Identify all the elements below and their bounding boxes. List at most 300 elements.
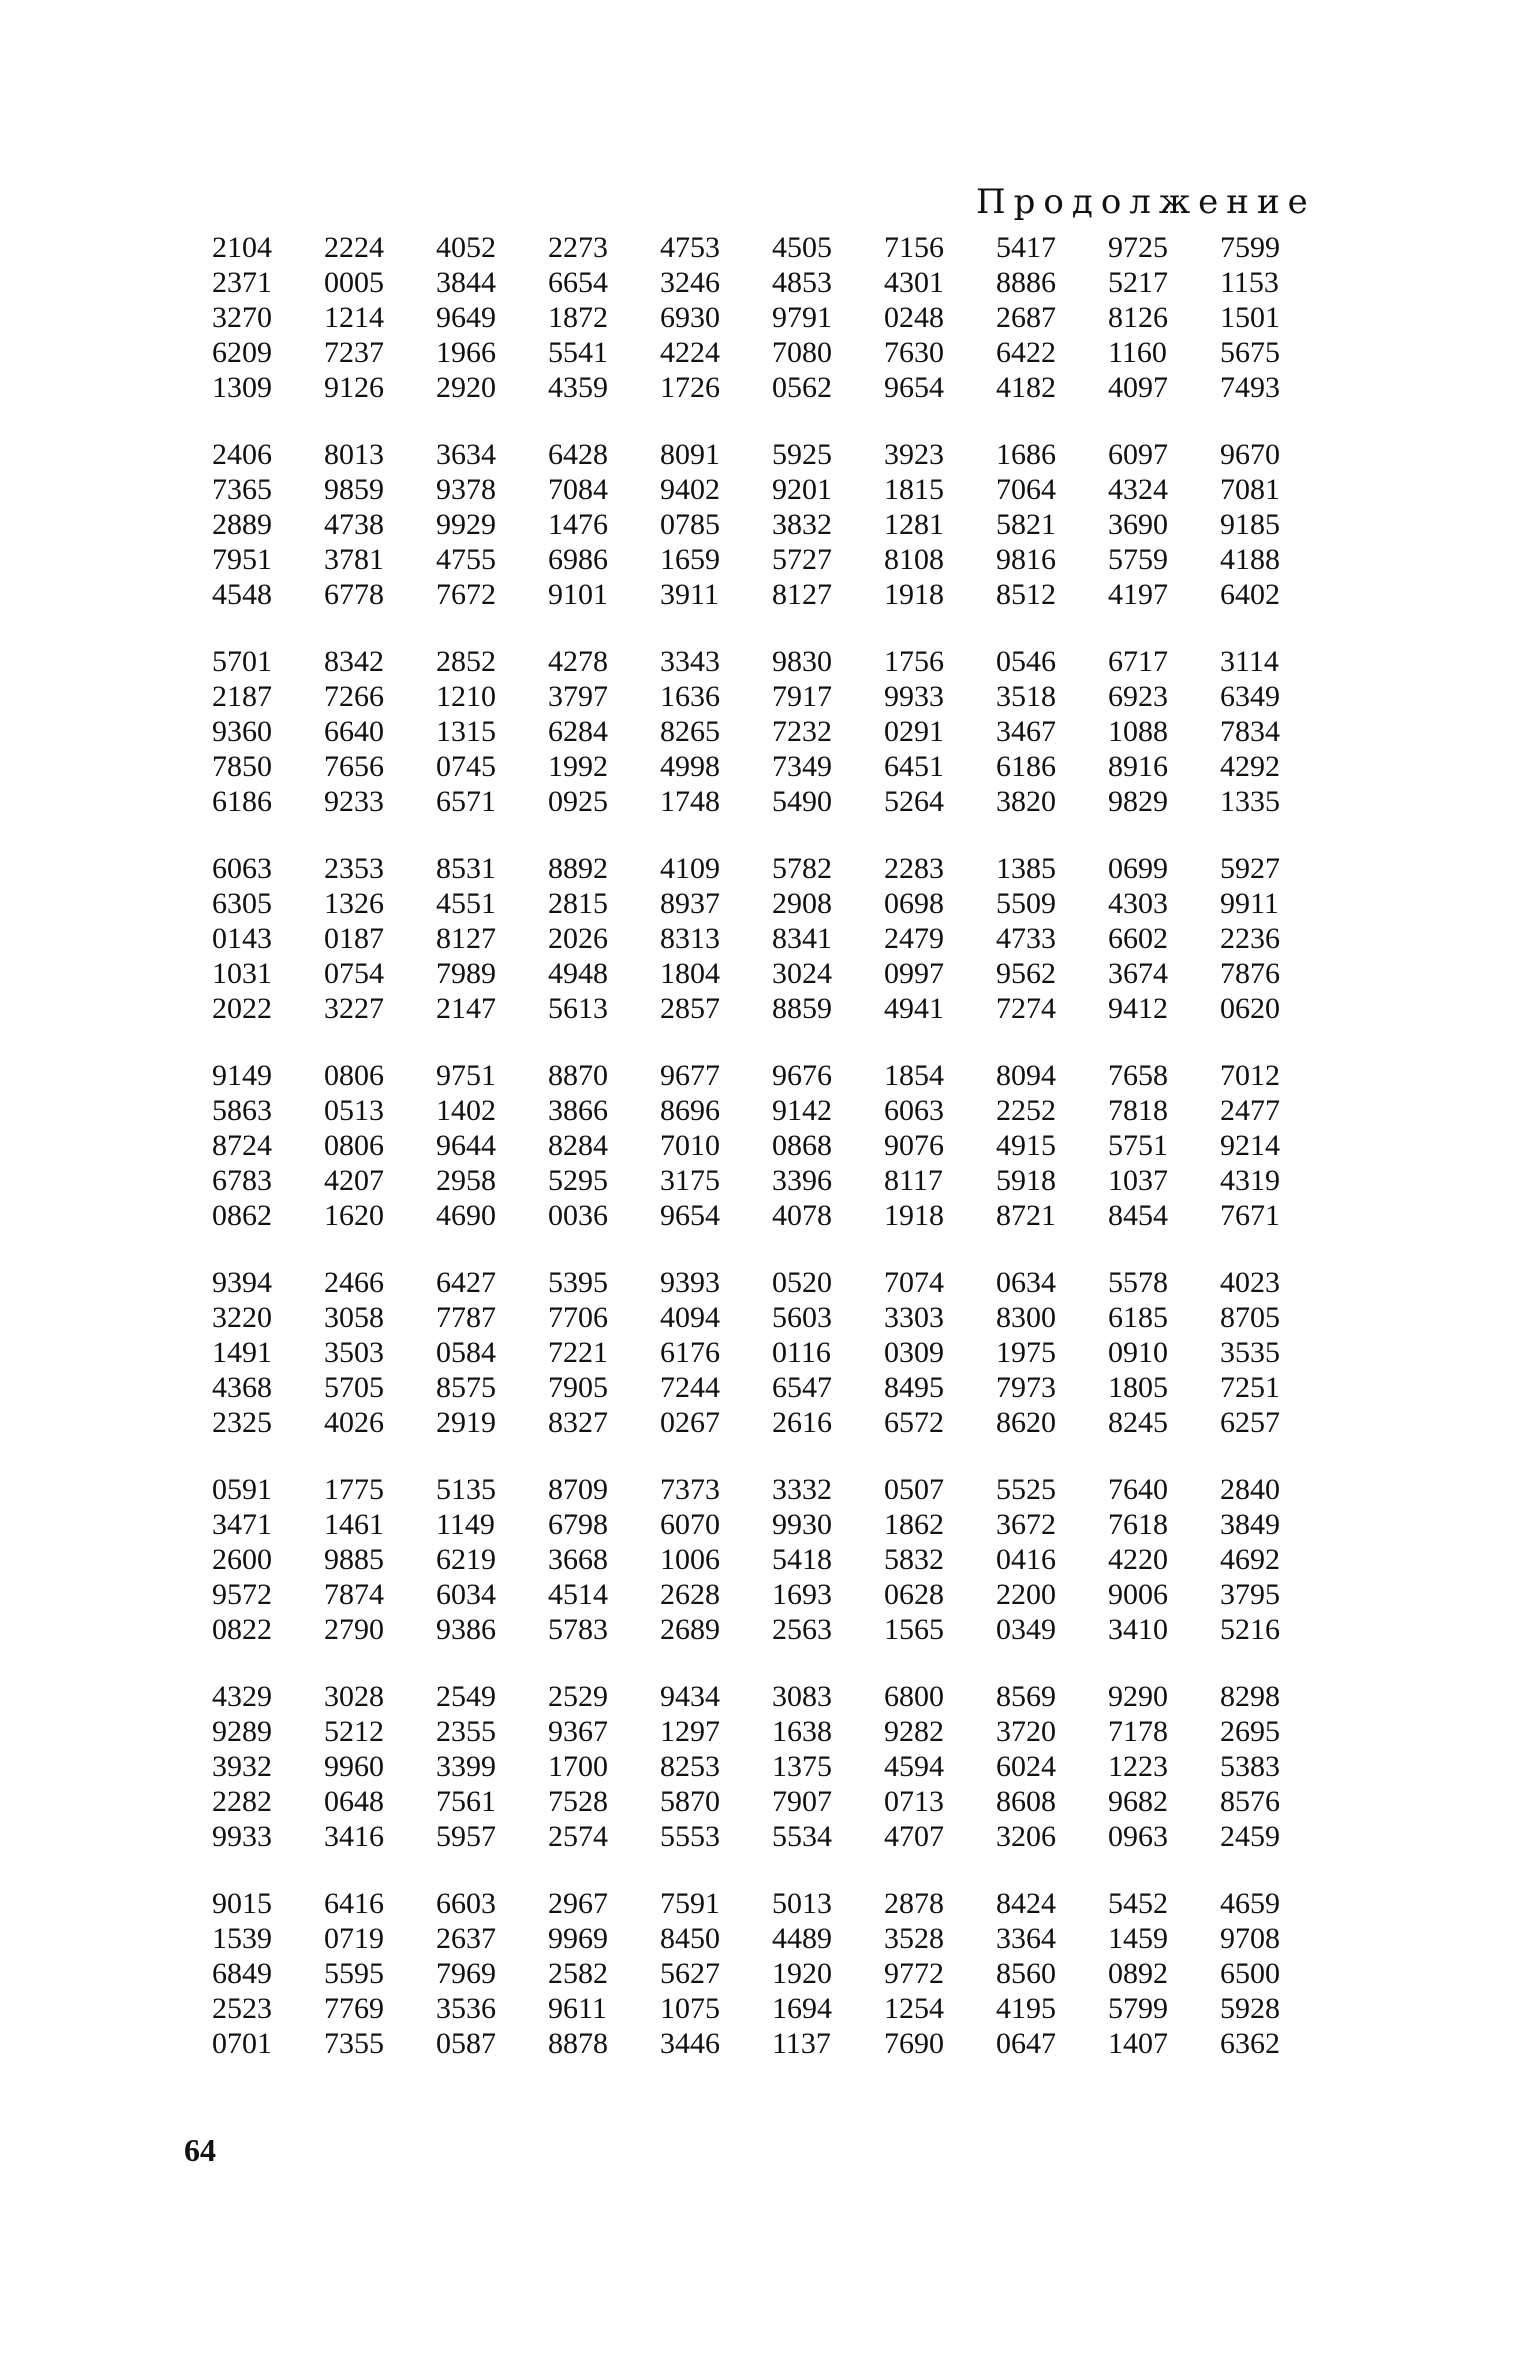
table-cell: 0925 bbox=[548, 784, 608, 818]
table-cell: 9149 bbox=[212, 1058, 272, 1092]
table-cell: 0591 bbox=[212, 1472, 272, 1506]
table-cell: 1407 bbox=[1108, 2026, 1168, 2060]
table-cell: 0754 bbox=[324, 956, 384, 990]
table-cell: 9791 bbox=[772, 300, 832, 334]
table-cell: 5870 bbox=[660, 1784, 720, 1818]
table-cell: 7989 bbox=[436, 956, 496, 990]
table-row bbox=[212, 370, 1324, 405]
table-cell: 2549 bbox=[436, 1679, 496, 1713]
table-row bbox=[212, 921, 1324, 956]
table-cell: 9654 bbox=[884, 370, 944, 404]
table-cell: 3795 bbox=[1220, 1577, 1280, 1611]
table-cell: 1539 bbox=[212, 1921, 272, 1955]
table-cell: 0628 bbox=[884, 1577, 944, 1611]
table-cell: 2689 bbox=[660, 1612, 720, 1646]
table-cell: 8696 bbox=[660, 1093, 720, 1127]
table-cell: 4078 bbox=[772, 1198, 832, 1232]
table-row bbox=[212, 507, 1324, 542]
table-cell: 8575 bbox=[436, 1370, 496, 1404]
table-cell: 1309 bbox=[212, 370, 272, 404]
table-cell: 3668 bbox=[548, 1542, 608, 1576]
table-cell: 1459 bbox=[1108, 1921, 1168, 1955]
table-cell: 2840 bbox=[1220, 1472, 1280, 1506]
table-cell: 3364 bbox=[996, 1921, 1056, 1955]
table-cell: 1992 bbox=[548, 749, 608, 783]
table-cell: 1476 bbox=[548, 507, 608, 541]
table-cell: 9930 bbox=[772, 1507, 832, 1541]
table-row bbox=[212, 1921, 1324, 1956]
table-cell: 5553 bbox=[660, 1819, 720, 1853]
table-cell: 9386 bbox=[436, 1612, 496, 1646]
number-block bbox=[212, 1058, 1324, 1233]
table-cell: 8709 bbox=[548, 1472, 608, 1506]
table-cell: 2479 bbox=[884, 921, 944, 955]
table-cell: 0868 bbox=[772, 1128, 832, 1162]
table-cell: 4207 bbox=[324, 1163, 384, 1197]
table-row bbox=[212, 300, 1324, 335]
table-cell: 9829 bbox=[1108, 784, 1168, 818]
table-cell: 9101 bbox=[548, 577, 608, 611]
table-cell: 8298 bbox=[1220, 1679, 1280, 1713]
table-cell: 8560 bbox=[996, 1956, 1056, 1990]
table-cell: 1402 bbox=[436, 1093, 496, 1127]
table-cell: 9367 bbox=[548, 1714, 608, 1748]
table-cell: 9933 bbox=[212, 1819, 272, 1853]
table-cell: 4188 bbox=[1220, 542, 1280, 576]
table-cell: 9434 bbox=[660, 1679, 720, 1713]
table-cell: 0713 bbox=[884, 1784, 944, 1818]
table-cell: 2104 bbox=[212, 230, 272, 264]
table-cell: 2236 bbox=[1220, 921, 1280, 955]
table-row bbox=[212, 1886, 1324, 1921]
table-cell: 7876 bbox=[1220, 956, 1280, 990]
table-cell: 9682 bbox=[1108, 1784, 1168, 1818]
table-row bbox=[212, 749, 1324, 784]
number-block bbox=[212, 230, 1324, 405]
table-cell: 3396 bbox=[772, 1163, 832, 1197]
table-cell: 7969 bbox=[436, 1956, 496, 1990]
table-cell: 7010 bbox=[660, 1128, 720, 1162]
table-cell: 1326 bbox=[324, 886, 384, 920]
table-cell: 8253 bbox=[660, 1749, 720, 1783]
table-cell: 4551 bbox=[436, 886, 496, 920]
table-cell: 3535 bbox=[1220, 1335, 1280, 1369]
table-row bbox=[212, 1819, 1324, 1854]
table-cell: 5603 bbox=[772, 1300, 832, 1334]
table-row bbox=[212, 1265, 1324, 1300]
table-cell: 8620 bbox=[996, 1405, 1056, 1439]
table-cell: 7630 bbox=[884, 335, 944, 369]
table-cell: 6402 bbox=[1220, 577, 1280, 611]
table-cell: 3114 bbox=[1220, 644, 1279, 678]
table-cell: 4692 bbox=[1220, 1542, 1280, 1576]
table-cell: 6257 bbox=[1220, 1405, 1280, 1439]
table-cell: 4738 bbox=[324, 507, 384, 541]
table-cell: 8454 bbox=[1108, 1198, 1168, 1232]
table-cell: 7064 bbox=[996, 472, 1056, 506]
table-row bbox=[212, 1093, 1324, 1128]
table-cell: 1756 bbox=[884, 644, 944, 678]
table-cell: 8450 bbox=[660, 1921, 720, 1955]
table-cell: 6422 bbox=[996, 335, 1056, 369]
table-cell: 0587 bbox=[436, 2026, 496, 2060]
table-cell: 4659 bbox=[1220, 1886, 1280, 1920]
table-cell: 3332 bbox=[772, 1472, 832, 1506]
table-cell: 3674 bbox=[1108, 956, 1168, 990]
table-cell: 1700 bbox=[548, 1749, 608, 1783]
table-cell: 0719 bbox=[324, 1921, 384, 1955]
table-cell: 8013 bbox=[324, 437, 384, 471]
table-cell: 5799 bbox=[1108, 1991, 1168, 2025]
table-cell: 5541 bbox=[548, 335, 608, 369]
table-cell: 6602 bbox=[1108, 921, 1168, 955]
table-cell: 0546 bbox=[996, 644, 1056, 678]
table-cell: 6572 bbox=[884, 1405, 944, 1439]
table-cell: 6284 bbox=[548, 714, 608, 748]
table-cell: 6186 bbox=[996, 749, 1056, 783]
table-cell: 2273 bbox=[548, 230, 608, 264]
table-cell: 4224 bbox=[660, 335, 720, 369]
table-cell: 0910 bbox=[1108, 1335, 1168, 1369]
table-row bbox=[212, 1163, 1324, 1198]
table-cell: 9677 bbox=[660, 1058, 720, 1092]
table-cell: 8721 bbox=[996, 1198, 1056, 1232]
table-cell: 9360 bbox=[212, 714, 272, 748]
table-cell: 9611 bbox=[548, 1991, 607, 2025]
table-cell: 1815 bbox=[884, 472, 944, 506]
table-cell: 6986 bbox=[548, 542, 608, 576]
table-cell: 2466 bbox=[324, 1265, 384, 1299]
table-cell: 8341 bbox=[772, 921, 832, 955]
table-cell: 3634 bbox=[436, 437, 496, 471]
table-row bbox=[212, 1198, 1324, 1233]
table-cell: 4278 bbox=[548, 644, 608, 678]
table-cell: 9676 bbox=[772, 1058, 832, 1092]
table-cell: 1088 bbox=[1108, 714, 1168, 748]
table-cell: 2147 bbox=[436, 991, 496, 1025]
number-block bbox=[212, 851, 1324, 1026]
table-cell: 2187 bbox=[212, 679, 272, 713]
table-cell: 5759 bbox=[1108, 542, 1168, 576]
table-cell: 8576 bbox=[1220, 1784, 1280, 1818]
table-cell: 1075 bbox=[660, 1991, 720, 2025]
table-cell: 2200 bbox=[996, 1577, 1056, 1611]
table-cell: 6500 bbox=[1220, 1956, 1280, 1990]
table-row bbox=[212, 437, 1324, 472]
table-cell: 5627 bbox=[660, 1956, 720, 1990]
table-cell: 9644 bbox=[436, 1128, 496, 1162]
table-cell: 3270 bbox=[212, 300, 272, 334]
table-cell: 9282 bbox=[884, 1714, 944, 1748]
table-cell: 0698 bbox=[884, 886, 944, 920]
table-cell: 5595 bbox=[324, 1956, 384, 1990]
table-cell: 1966 bbox=[436, 335, 496, 369]
page-number: 64 bbox=[184, 2132, 216, 2168]
table-cell: 0892 bbox=[1108, 1956, 1168, 1990]
table-cell: 4109 bbox=[660, 851, 720, 885]
table-row bbox=[212, 1991, 1324, 2026]
table-cell: 8313 bbox=[660, 921, 720, 955]
table-cell: 6427 bbox=[436, 1265, 496, 1299]
table-cell: 1748 bbox=[660, 784, 720, 818]
table-cell: 6654 bbox=[548, 265, 608, 299]
table-cell: 9830 bbox=[772, 644, 832, 678]
table-row bbox=[212, 1300, 1324, 1335]
table-cell: 6024 bbox=[996, 1749, 1056, 1783]
table-cell: 0862 bbox=[212, 1198, 272, 1232]
table-cell: 7658 bbox=[1108, 1058, 1168, 1092]
table-cell: 3206 bbox=[996, 1819, 1056, 1853]
table-cell: 2967 bbox=[548, 1886, 608, 1920]
table-row bbox=[212, 1784, 1324, 1819]
table-cell: 7973 bbox=[996, 1370, 1056, 1404]
table-cell: 4195 bbox=[996, 1991, 1056, 2025]
table-cell: 3911 bbox=[660, 577, 719, 611]
table-cell: 3227 bbox=[324, 991, 384, 1025]
table-row bbox=[212, 1335, 1324, 1370]
table-cell: 0248 bbox=[884, 300, 944, 334]
number-block bbox=[212, 437, 1324, 612]
table-cell: 7232 bbox=[772, 714, 832, 748]
table-cell: 0116 bbox=[772, 1335, 831, 1369]
table-cell: 0806 bbox=[324, 1058, 384, 1092]
table-cell: 7690 bbox=[884, 2026, 944, 2060]
table-cell: 7178 bbox=[1108, 1714, 1168, 1748]
table-cell: 9126 bbox=[324, 370, 384, 404]
table-cell: 7672 bbox=[436, 577, 496, 611]
table-cell: 2406 bbox=[212, 437, 272, 471]
table-cell: 7599 bbox=[1220, 230, 1280, 264]
table-cell: 1501 bbox=[1220, 300, 1280, 334]
table-row bbox=[212, 2026, 1324, 2061]
table-cell: 5782 bbox=[772, 851, 832, 885]
table-cell: 4220 bbox=[1108, 1542, 1168, 1576]
table-cell: 5863 bbox=[212, 1093, 272, 1127]
table-row bbox=[212, 1507, 1324, 1542]
table-cell: 5417 bbox=[996, 230, 1056, 264]
table-cell: 1565 bbox=[884, 1612, 944, 1646]
table-cell: 3083 bbox=[772, 1679, 832, 1713]
table-cell: 2477 bbox=[1220, 1093, 1280, 1127]
table-cell: 1686 bbox=[996, 437, 1056, 471]
table-cell: 7081 bbox=[1220, 472, 1280, 506]
table-cell: 5832 bbox=[884, 1542, 944, 1576]
table-cell: 7850 bbox=[212, 749, 272, 783]
table-cell: 4998 bbox=[660, 749, 720, 783]
table-cell: 8870 bbox=[548, 1058, 608, 1092]
table-cell: 9933 bbox=[884, 679, 944, 713]
table-cell: 7671 bbox=[1220, 1198, 1280, 1232]
number-block bbox=[212, 1472, 1324, 1647]
table-cell: 8265 bbox=[660, 714, 720, 748]
table-cell: 6349 bbox=[1220, 679, 1280, 713]
table-cell: 6063 bbox=[212, 851, 272, 885]
table-cell: 5783 bbox=[548, 1612, 608, 1646]
table-cell: 1461 bbox=[324, 1507, 384, 1541]
table-cell: 6097 bbox=[1108, 437, 1168, 471]
table-row bbox=[212, 784, 1324, 819]
table-cell: 0507 bbox=[884, 1472, 944, 1506]
table-cell: 4853 bbox=[772, 265, 832, 299]
table-cell: 7266 bbox=[324, 679, 384, 713]
table-cell: 1620 bbox=[324, 1198, 384, 1232]
table-row bbox=[212, 472, 1324, 507]
table-cell: 1804 bbox=[660, 956, 720, 990]
table-cell: 7917 bbox=[772, 679, 832, 713]
table-cell: 5534 bbox=[772, 1819, 832, 1853]
table-cell: 2815 bbox=[548, 886, 608, 920]
table-cell: 0416 bbox=[996, 1542, 1056, 1576]
table-cell: 5751 bbox=[1108, 1128, 1168, 1162]
table-cell: 9751 bbox=[436, 1058, 496, 1092]
table-cell: 6362 bbox=[1220, 2026, 1280, 2060]
table-cell: 1726 bbox=[660, 370, 720, 404]
table-cell: 1137 bbox=[772, 2026, 831, 2060]
table-cell: 0584 bbox=[436, 1335, 496, 1369]
table-cell: 2695 bbox=[1220, 1714, 1280, 1748]
table-cell: 9015 bbox=[212, 1886, 272, 1920]
table-cell: 3820 bbox=[996, 784, 1056, 818]
table-cell: 0187 bbox=[324, 921, 384, 955]
table-cell: 5918 bbox=[996, 1163, 1056, 1197]
table-cell: 7365 bbox=[212, 472, 272, 506]
table-cell: 7244 bbox=[660, 1370, 720, 1404]
table-cell: 4097 bbox=[1108, 370, 1168, 404]
table-cell: 4301 bbox=[884, 265, 944, 299]
table-cell: 4915 bbox=[996, 1128, 1056, 1162]
table-cell: 1659 bbox=[660, 542, 720, 576]
table-cell: 1160 bbox=[1108, 335, 1167, 369]
table-cell: 3058 bbox=[324, 1300, 384, 1334]
table-cell: 1872 bbox=[548, 300, 608, 334]
table-cell: 7591 bbox=[660, 1886, 720, 1920]
table-cell: 7493 bbox=[1220, 370, 1280, 404]
table-cell: 0143 bbox=[212, 921, 272, 955]
table-cell: 4690 bbox=[436, 1198, 496, 1232]
table-cell: 8724 bbox=[212, 1128, 272, 1162]
table-cell: 5927 bbox=[1220, 851, 1280, 885]
table-cell: 2355 bbox=[436, 1714, 496, 1748]
table-cell: 3849 bbox=[1220, 1507, 1280, 1541]
table-cell: 1335 bbox=[1220, 784, 1280, 818]
table-cell: 7084 bbox=[548, 472, 608, 506]
table-cell: 2920 bbox=[436, 370, 496, 404]
table-cell: 9412 bbox=[1108, 991, 1168, 1025]
table-row bbox=[212, 991, 1324, 1026]
table-cell: 1375 bbox=[772, 1749, 832, 1783]
table-row bbox=[212, 1405, 1324, 1440]
table-cell: 7618 bbox=[1108, 1507, 1168, 1541]
table-cell: 2283 bbox=[884, 851, 944, 885]
table-cell: 1297 bbox=[660, 1714, 720, 1748]
table-row bbox=[212, 851, 1324, 886]
table-row bbox=[212, 1679, 1324, 1714]
table-cell: 9572 bbox=[212, 1577, 272, 1611]
table-cell: 1693 bbox=[772, 1577, 832, 1611]
table-cell: 3844 bbox=[436, 265, 496, 299]
table-cell: 9816 bbox=[996, 542, 1056, 576]
table-cell: 1636 bbox=[660, 679, 720, 713]
table-cell: 5821 bbox=[996, 507, 1056, 541]
table-cell: 5490 bbox=[772, 784, 832, 818]
table-cell: 4548 bbox=[212, 577, 272, 611]
table-row bbox=[212, 956, 1324, 991]
table-cell: 4733 bbox=[996, 921, 1056, 955]
table-cell: 6209 bbox=[212, 335, 272, 369]
table-cell: 5212 bbox=[324, 1714, 384, 1748]
table-cell: 3797 bbox=[548, 679, 608, 713]
table-cell: 3781 bbox=[324, 542, 384, 576]
table-row bbox=[212, 1058, 1324, 1093]
table-cell: 1006 bbox=[660, 1542, 720, 1576]
table-row bbox=[212, 265, 1324, 300]
table-cell: 8127 bbox=[436, 921, 496, 955]
table-cell: 1805 bbox=[1108, 1370, 1168, 1404]
table-cell: 1214 bbox=[324, 300, 384, 334]
table-cell: 1775 bbox=[324, 1472, 384, 1506]
table-cell: 2637 bbox=[436, 1921, 496, 1955]
table-cell: 0806 bbox=[324, 1128, 384, 1162]
table-cell: 4514 bbox=[548, 1577, 608, 1611]
table-cell: 7640 bbox=[1108, 1472, 1168, 1506]
table-cell: 1031 bbox=[212, 956, 272, 990]
table-cell: 3866 bbox=[548, 1093, 608, 1127]
table-cell: 9233 bbox=[324, 784, 384, 818]
table-row bbox=[212, 1370, 1324, 1405]
table-cell: 7349 bbox=[772, 749, 832, 783]
table-cell: 7907 bbox=[772, 1784, 832, 1818]
table-cell: 2582 bbox=[548, 1956, 608, 1990]
table-cell: 4292 bbox=[1220, 749, 1280, 783]
table-cell: 5013 bbox=[772, 1886, 832, 1920]
table-cell: 9290 bbox=[1108, 1679, 1168, 1713]
table-cell: 6778 bbox=[324, 577, 384, 611]
table-cell: 9394 bbox=[212, 1265, 272, 1299]
table-cell: 1210 bbox=[436, 679, 496, 713]
table-cell: 7156 bbox=[884, 230, 944, 264]
table-cell: 5613 bbox=[548, 991, 608, 1025]
table-cell: 7080 bbox=[772, 335, 832, 369]
table-cell: 3932 bbox=[212, 1749, 272, 1783]
table-cell: 4303 bbox=[1108, 886, 1168, 920]
table-cell: 6034 bbox=[436, 1577, 496, 1611]
table-row bbox=[212, 1612, 1324, 1647]
table-cell: 7251 bbox=[1220, 1370, 1280, 1404]
table-cell: 5383 bbox=[1220, 1749, 1280, 1783]
table-cell: 5295 bbox=[548, 1163, 608, 1197]
table-cell: 9960 bbox=[324, 1749, 384, 1783]
table-cell: 8892 bbox=[548, 851, 608, 885]
table-cell: 7528 bbox=[548, 1784, 608, 1818]
table-cell: 8108 bbox=[884, 542, 944, 576]
table-row bbox=[212, 230, 1324, 265]
table-cell: 5264 bbox=[884, 784, 944, 818]
table-cell: 2325 bbox=[212, 1405, 272, 1439]
table-cell: 3303 bbox=[884, 1300, 944, 1334]
table-cell: 6547 bbox=[772, 1370, 832, 1404]
table-row bbox=[212, 1128, 1324, 1163]
table-cell: 6923 bbox=[1108, 679, 1168, 713]
table-cell: 4319 bbox=[1220, 1163, 1280, 1197]
table-cell: 1315 bbox=[436, 714, 496, 748]
table-cell: 9885 bbox=[324, 1542, 384, 1576]
table-cell: 8126 bbox=[1108, 300, 1168, 334]
number-block bbox=[212, 1265, 1324, 1440]
table-cell: 1037 bbox=[1108, 1163, 1168, 1197]
table-cell: 0620 bbox=[1220, 991, 1280, 1025]
table-row bbox=[212, 1577, 1324, 1612]
table-cell: 7074 bbox=[884, 1265, 944, 1299]
